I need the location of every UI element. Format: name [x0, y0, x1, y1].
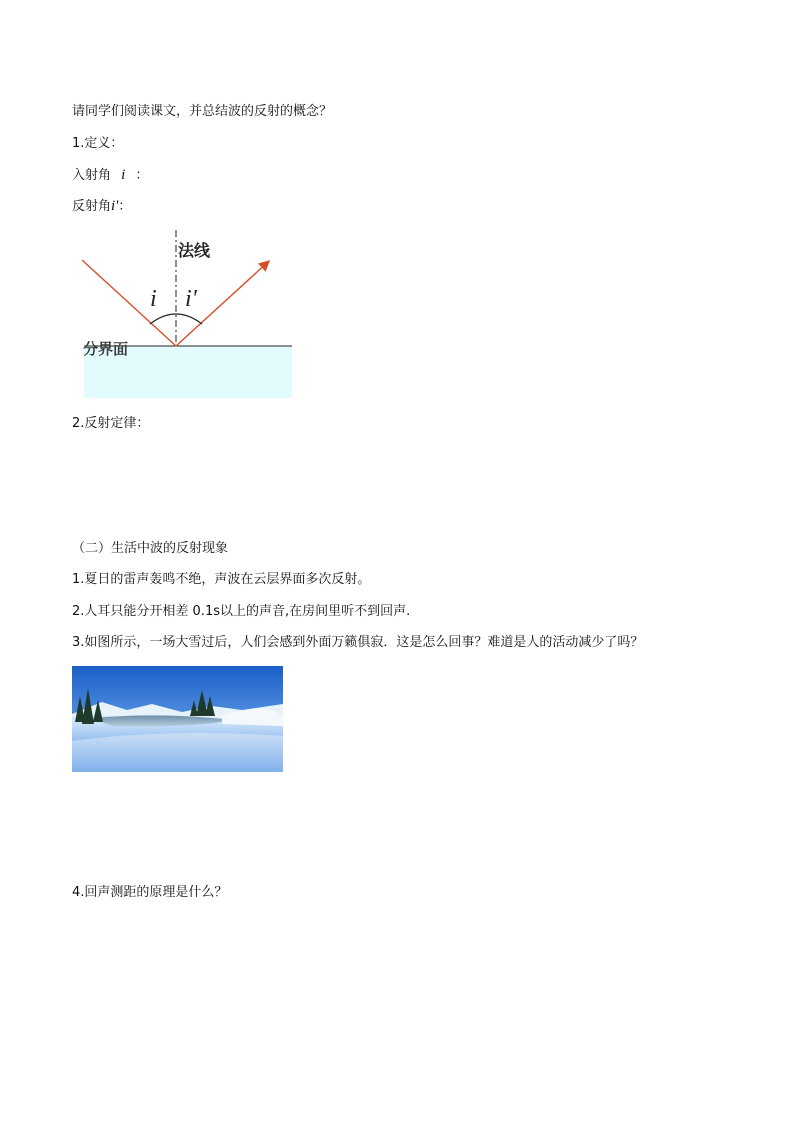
reflection-diagram	[72, 228, 297, 403]
section2-item-3: 3.如图所示，一场大雪过后，人们会感到外面万籁俱寂．这是怎么回事？难道是人的活动减少了吗？	[72, 635, 644, 650]
angle-i-prime-label: i'	[185, 286, 197, 312]
section2-item-1: 1.夏日的雷声轰鸣不绝，声波在云层界面多次反射。	[72, 572, 371, 587]
section2-item-2: 2.人耳只能分开相差 0.1s以上的声音,在房间里听不到回声.	[72, 604, 411, 619]
reflection-angle-tail: ：	[118, 199, 132, 214]
reflection-angle-label: 反射角	[72, 199, 112, 214]
incident-angle-symbol: i	[121, 167, 126, 183]
incident-ray	[82, 260, 176, 346]
definition-heading: 1.定义：	[72, 136, 124, 151]
incident-angle-line	[72, 166, 148, 185]
reflection-law-heading: 2.反射定律：	[72, 416, 150, 431]
intro-question: 请同学们阅读课文，并总结波的反射的概念？	[72, 104, 333, 119]
normal-label: 法线	[178, 241, 211, 260]
section2-title: （二）生活中波的反射现象	[72, 541, 229, 556]
section2-question-4: 4.回声测距的原理是什么？	[72, 885, 228, 900]
incident-angle-tail: ：	[135, 168, 149, 183]
reflection-angle-line	[72, 197, 131, 216]
incident-angle-label: 入射角	[72, 168, 112, 183]
surface-label: 分界面	[83, 340, 129, 358]
angle-i-label: i	[150, 286, 157, 312]
reflection-angle-symbol: i'	[111, 198, 119, 214]
snow-landscape-photo	[72, 666, 283, 772]
